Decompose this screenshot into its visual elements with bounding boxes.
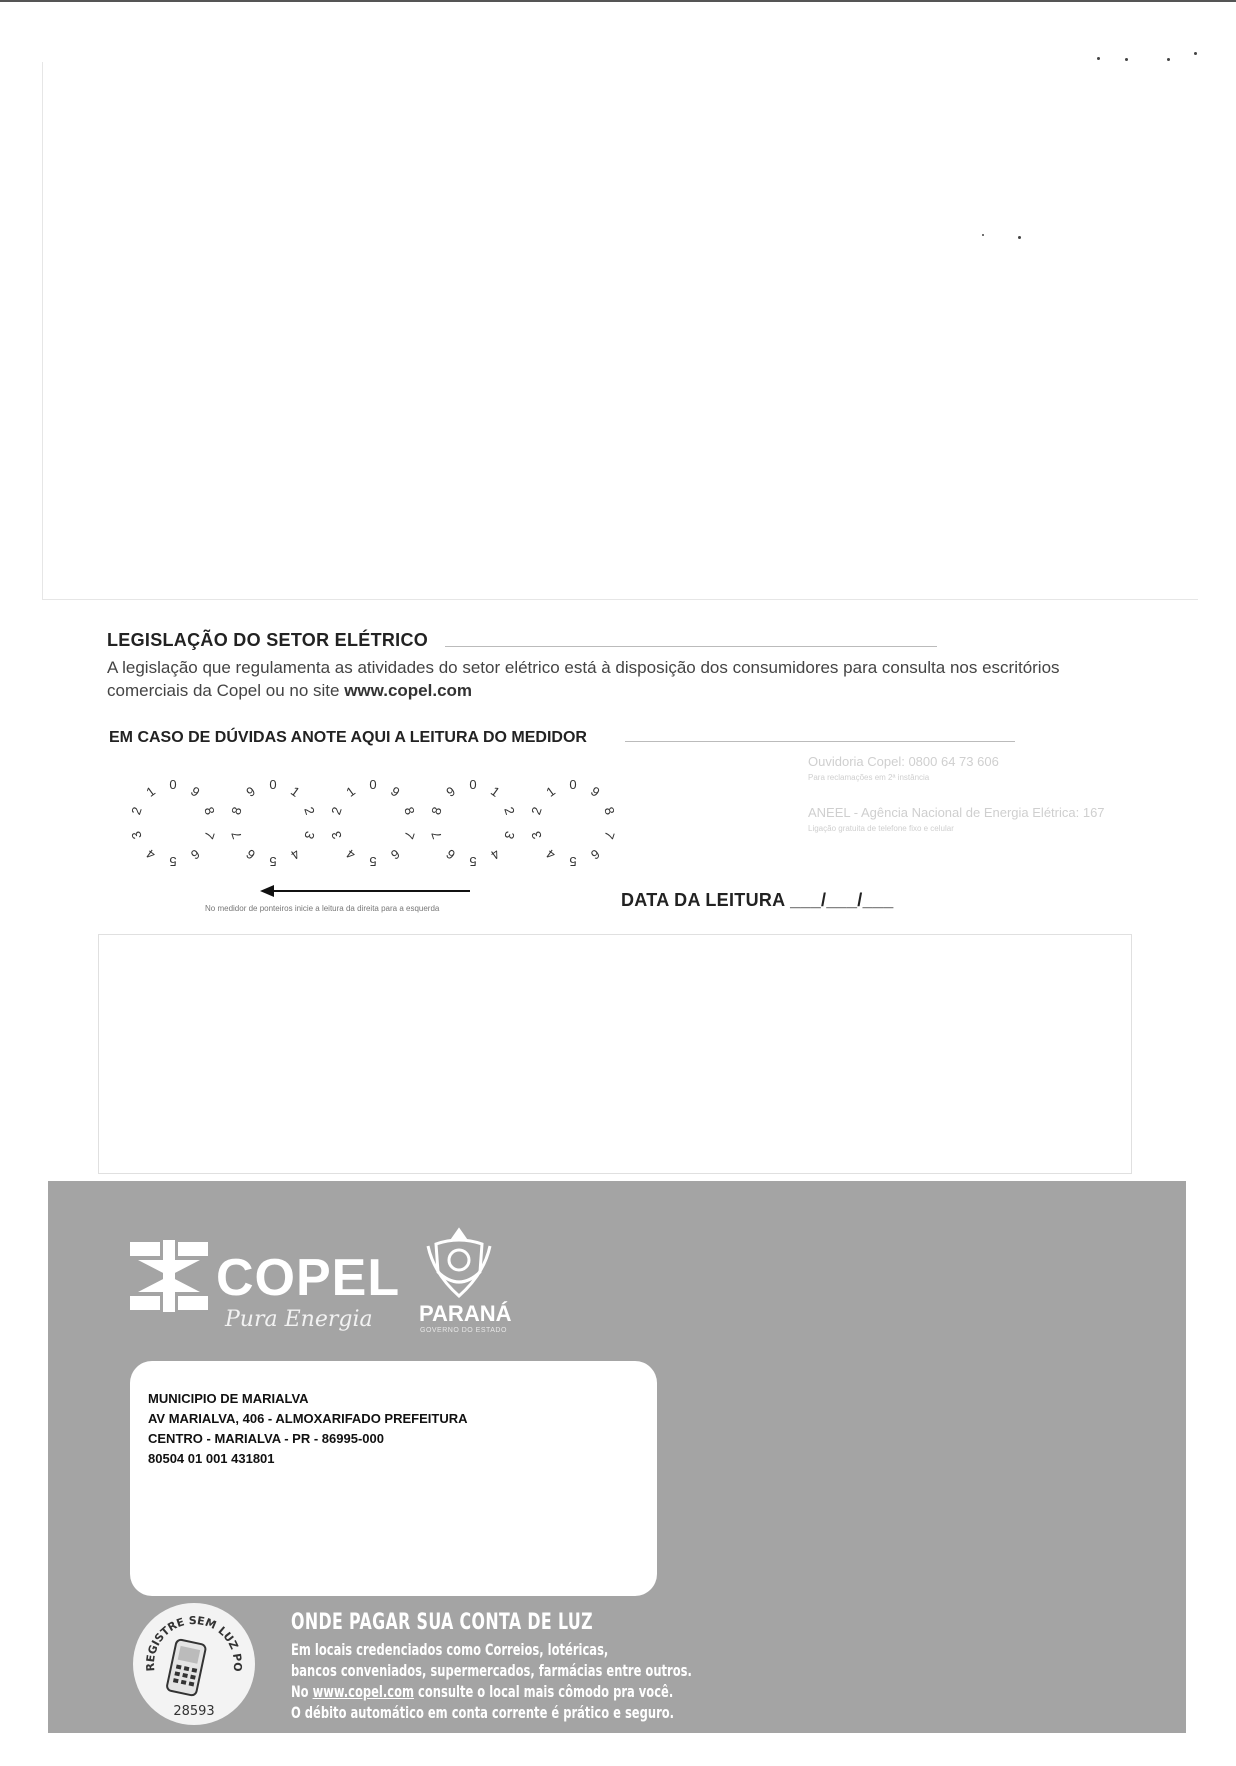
dial-digit: 7 [601,829,618,841]
pagamento-line-1: Em locais credenciados como Correios, lotéricas, [291,1640,609,1659]
pagamento-line-2: bancos conveniados, supermercados, farmácias entre outros. [291,1661,692,1680]
sms-number: 28593 [173,1704,215,1719]
dial-digit: 4 [488,845,503,863]
pagamento-copel-link[interactable]: www.copel.com [312,1682,415,1701]
copel-tagline: Pura Energia [225,1307,373,1332]
dial-digit: 4 [288,845,303,863]
dial-digit: 4 [143,845,158,863]
dial-digit: 5 [569,854,577,869]
dial-digit: 3 [328,829,345,841]
address-line-1: MUNICIPIO DE MARIALVA [148,1391,309,1406]
dial-digit: 9 [188,783,203,801]
scan-speck [982,234,984,236]
scan-speck [1167,58,1170,61]
pagamento-line-3 [291,1682,673,1701]
scan-speck [1125,58,1128,61]
legislacao-title: LEGISLAÇÃO DO SETOR ELÉTRICO [107,630,429,650]
dial-digit: 8 [601,805,618,817]
dial-digit: 7 [428,829,445,841]
dial-digit: 3 [501,829,518,841]
address-line-3: CENTRO - MARIALVA - PR - 86995-000 [148,1431,384,1446]
dial-digit: 9 [443,783,458,801]
meter-dial [125,775,221,871]
scan-speck [1018,236,1021,239]
dial-digit: 6 [588,845,603,863]
dial-digit: 5 [369,854,377,869]
scan-speck [1097,57,1100,60]
dial-digit: 5 [269,854,277,869]
dial-digit: 6 [443,845,458,863]
blank-middle-panel [98,934,1132,1174]
sms-badge [133,1603,255,1725]
parana-subtitle: GOVERNO DO ESTADO [420,1327,507,1334]
reading-direction-arrow-icon [260,885,470,897]
ouvidoria-text: Ouvidoria Copel: 0800 64 73 606 [808,754,999,769]
pagamento-title: ONDE PAGAR SUA CONTA DE LUZ [291,1610,593,1635]
pagamento-line-3-prefix: No [291,1682,313,1701]
dial-digit: 3 [301,829,318,841]
dial-digit: 1 [343,783,358,801]
dial-digit: 1 [143,783,158,801]
dial-digit: 2 [301,805,318,817]
dial-digit: 9 [588,783,603,801]
address-line-2: AV MARIALVA, 406 - ALMOXARIFADO PREFEITURA [148,1411,468,1426]
legislacao-text [107,656,1107,702]
dial-digit: 5 [469,854,477,869]
data-leitura-field: DATA DA LEITURA ___/___/___ [621,890,894,910]
dial-digit: 7 [401,829,418,841]
legislacao-site-link[interactable]: www.copel.com [344,681,473,700]
dial-digit: 3 [528,829,545,841]
meter-dial [425,775,521,871]
ouvidoria-subtext: Para reclamações em 2ª instância [808,773,930,782]
scan-speck [1194,52,1197,55]
address-line-4: 80504 01 001 431801 [148,1451,275,1466]
aneel-subtext: Ligação gratuita de telefone fixo e celular [808,824,954,833]
dial-digit: 2 [528,805,545,817]
dial-digit: 8 [401,805,418,817]
dial-digit: 8 [201,805,218,817]
pagamento-line-4: O débito automático em conta corrente é prático e seguro. [291,1703,675,1722]
dial-digit: 5 [169,854,177,869]
meter-dial [525,775,621,871]
dial-digit: 7 [228,829,245,841]
dial-digit: 0 [269,777,277,792]
dial-digit: 6 [243,845,258,863]
dial-digit: 4 [543,845,558,863]
meter-dial [225,775,321,871]
dial-digit: 0 [469,777,477,792]
copel-logo-icon [130,1240,208,1312]
meter-dial [325,775,421,871]
dial-digit: 2 [328,805,345,817]
dial-digit: 3 [128,829,145,841]
sms-arc-text: REGISTRE SEM LUZ PO [143,1614,245,1672]
parana-crest-icon [424,1226,494,1300]
dial-digit: 1 [288,783,303,801]
dial-digit: 0 [369,777,377,792]
dial-digit: 9 [243,783,258,801]
medidor-divider [625,741,1015,742]
pagamento-line-3-suffix: consulte o local mais cômodo pra você. [414,1682,674,1701]
legislacao-text-body: A legislação que regulamenta as atividades do setor elétrico está à disposição dos consumidores para consulta nos escritórios comerciais da Copel ou no site [107,658,1060,700]
dial-digit: 7 [201,829,218,841]
dial-digit: 0 [169,777,177,792]
medidor-title: EM CASO DE DÚVIDAS ANOTE AQUI A LEITURA DO MEDIDOR [109,729,587,746]
parana-logo-text: PARANÁ [419,1301,512,1326]
dial-digit: 8 [228,805,245,817]
dial-digit: 8 [428,805,445,817]
arrow-caption: No medidor de ponteiros inicie a leitura da direita para a esquerda [205,904,440,913]
aneel-text: ANEEL - Agência Nacional de Energia Elétrica: 167 [808,805,1105,820]
dial-digit: 4 [343,845,358,863]
dial-digit: 1 [543,783,558,801]
dial-digit: 2 [128,805,145,817]
dial-digit: 9 [388,783,403,801]
dial-digit: 1 [488,783,503,801]
dial-digit: 6 [188,845,203,863]
blank-upper-panel [42,62,1198,600]
dial-digit: 6 [388,845,403,863]
dial-digit: 2 [501,805,518,817]
copel-logo-text: COPEL [216,1249,401,1307]
sms-phone-icon [133,1603,255,1725]
dial-digit: 0 [569,777,577,792]
legislacao-divider [445,646,937,647]
top-rule [0,0,1236,2]
